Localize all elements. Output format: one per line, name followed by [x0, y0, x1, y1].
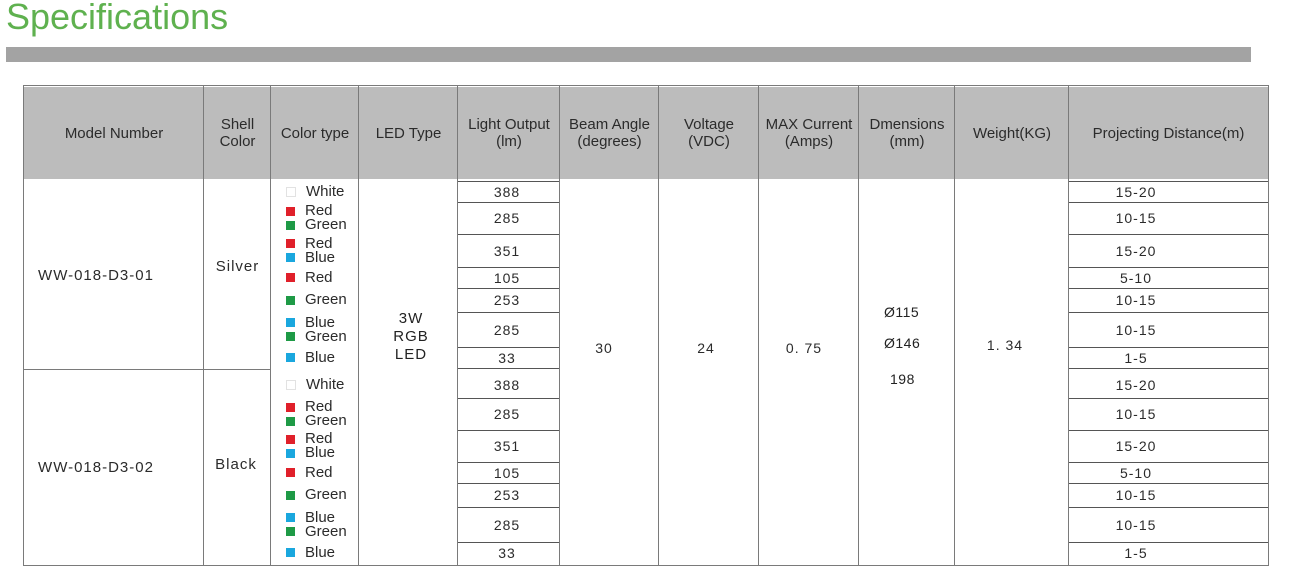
projecting-distance-value: 10-15	[1115, 292, 1157, 308]
row-divider	[458, 368, 559, 369]
color-type-cell	[286, 234, 360, 267]
green-swatch-icon	[286, 221, 295, 230]
header-weight: Weight(KG)	[955, 87, 1069, 179]
blue-swatch-icon	[286, 548, 295, 557]
red-swatch-icon	[286, 468, 295, 477]
row-divider	[1069, 181, 1268, 182]
light-output-value: 285	[493, 210, 521, 226]
projecting-distance-value: 5-10	[1119, 464, 1153, 481]
header-light-output: Light Output (lm)	[458, 87, 560, 179]
color-type-label: Blue	[305, 348, 336, 366]
model-number: WW-018-D3-01	[38, 266, 154, 284]
color-type-cell	[286, 507, 360, 542]
header-projecting-distance: Projecting Distance(m)	[1069, 87, 1268, 179]
green-swatch-icon	[286, 417, 295, 426]
light-output-value: 351	[493, 242, 521, 259]
color-type-line	[286, 463, 360, 481]
color-type-label: Green	[305, 412, 347, 429]
color-type-label: Blue	[305, 313, 336, 331]
color-type-label: Blue	[305, 543, 336, 561]
red-swatch-icon	[286, 207, 295, 216]
color-type-cell	[286, 483, 360, 507]
green-swatch-icon	[286, 491, 295, 500]
color-type-label: Green	[305, 486, 347, 503]
green-swatch-icon	[286, 527, 295, 536]
projecting-distance-value: 15-20	[1115, 438, 1157, 454]
header-shell-color: Shell Color	[204, 87, 271, 179]
color-type-line	[286, 543, 360, 561]
blue-swatch-icon	[286, 449, 295, 458]
light-output-value: 253	[493, 292, 521, 308]
color-type-cell	[286, 182, 360, 202]
color-type-line	[286, 378, 360, 392]
color-type-cell	[286, 430, 360, 462]
color-type-line	[286, 185, 360, 199]
blue-swatch-icon	[286, 253, 295, 262]
green-swatch-icon	[286, 332, 295, 341]
color-type-line	[286, 446, 360, 460]
color-type-label: Red	[305, 398, 333, 415]
color-type-cell	[286, 542, 360, 563]
blue-swatch-icon	[286, 318, 295, 327]
red-swatch-icon	[286, 239, 295, 248]
color-type-cell	[286, 462, 360, 483]
color-type-label: Green	[305, 522, 347, 540]
color-type-label: Green	[305, 291, 347, 308]
color-type-line	[286, 488, 360, 502]
row-divider	[458, 181, 559, 182]
color-type-label: Blue	[305, 444, 336, 461]
color-type-line	[286, 293, 360, 307]
light-output-value: 285	[493, 321, 521, 338]
projecting-distance-value: 1-5	[1124, 349, 1148, 366]
projecting-distance-value: 10-15	[1115, 516, 1157, 533]
color-type-label: Red	[305, 202, 333, 219]
color-type-label: Red	[305, 463, 333, 481]
header-model-number: Model Number	[24, 87, 204, 179]
projecting-distance-value: 15-20	[1115, 242, 1157, 259]
projecting-distance-value: 1-5	[1124, 544, 1148, 561]
red-swatch-icon	[286, 273, 295, 282]
color-type-label: White	[306, 183, 345, 200]
beam-angle-value: 30	[595, 340, 613, 356]
color-type-cell	[286, 288, 360, 312]
header-led-type: LED Type	[359, 87, 458, 179]
title-divider-bar	[6, 47, 1251, 62]
color-type-cell	[286, 312, 360, 347]
header-voltage: Voltage (VDC)	[659, 87, 759, 179]
header-color-type: Color type	[271, 87, 359, 179]
page-title: Specifications	[6, 0, 229, 37]
dimension-diameter-2: Ø146	[884, 335, 921, 351]
color-type-label: Blue	[305, 248, 336, 266]
projecting-distance-value: 5-10	[1119, 269, 1153, 286]
color-type-label: Red	[305, 234, 333, 252]
header-max-current: MAX Current (Amps)	[759, 87, 859, 179]
white-swatch-icon	[286, 380, 296, 390]
color-type-label: Blue	[305, 508, 336, 526]
color-type-line	[286, 327, 360, 345]
projecting-distance-value: 10-15	[1115, 321, 1157, 338]
projecting-distance-value: 10-15	[1115, 487, 1157, 503]
header-dimensions: Dmensions (mm)	[859, 87, 955, 179]
header-beam-angle: Beam Angle (degrees)	[560, 87, 659, 179]
light-output-value: 253	[493, 487, 521, 503]
light-output-value: 33	[498, 349, 516, 366]
white-swatch-icon	[286, 187, 296, 197]
voltage-value: 24	[697, 340, 715, 356]
blue-swatch-icon	[286, 513, 295, 522]
color-type-cell	[286, 347, 360, 368]
light-output-value: 33	[498, 544, 516, 561]
weight-value: 1. 34	[986, 337, 1024, 353]
model-number: WW-018-D3-02	[38, 458, 154, 476]
color-type-line	[286, 348, 360, 366]
red-swatch-icon	[286, 403, 295, 412]
max-current-value: 0. 75	[785, 340, 823, 356]
led-type: 3W RGB LED	[393, 310, 429, 363]
light-output-value: 285	[493, 516, 521, 533]
red-swatch-icon	[286, 435, 295, 444]
color-type-label: White	[306, 376, 345, 393]
color-type-line	[286, 218, 360, 232]
light-output-value: 105	[493, 269, 521, 286]
color-type-label: Green	[305, 327, 347, 345]
light-output-value: 285	[493, 406, 521, 422]
projecting-distance-value: 15-20	[1115, 377, 1157, 393]
color-type-line	[286, 414, 360, 428]
light-output-value: 351	[493, 438, 521, 454]
green-swatch-icon	[286, 296, 295, 305]
color-type-label: Red	[305, 268, 333, 286]
color-type-label: Red	[305, 430, 333, 447]
color-type-label: Green	[305, 216, 347, 233]
light-output-value: 388	[493, 377, 521, 393]
color-type-line	[286, 522, 360, 540]
projecting-distance-value: 15-20	[1115, 184, 1157, 200]
dimension-diameter-1: Ø115	[884, 304, 920, 320]
shell-color: Black	[215, 455, 257, 473]
light-output-value: 388	[493, 184, 521, 200]
dimension-height: 198	[890, 371, 915, 387]
color-type-cell	[286, 267, 360, 288]
projecting-distance-value: 10-15	[1115, 406, 1157, 422]
blue-swatch-icon	[286, 353, 295, 362]
color-type-line	[286, 248, 360, 266]
color-type-line	[286, 268, 360, 286]
color-type-cell	[286, 372, 360, 398]
light-output-value: 105	[493, 464, 521, 481]
row-divider	[1069, 368, 1268, 369]
color-type-cell	[286, 398, 360, 430]
shell-color: Silver	[215, 257, 260, 275]
color-type-cell	[286, 202, 360, 234]
projecting-distance-value: 10-15	[1115, 210, 1157, 226]
